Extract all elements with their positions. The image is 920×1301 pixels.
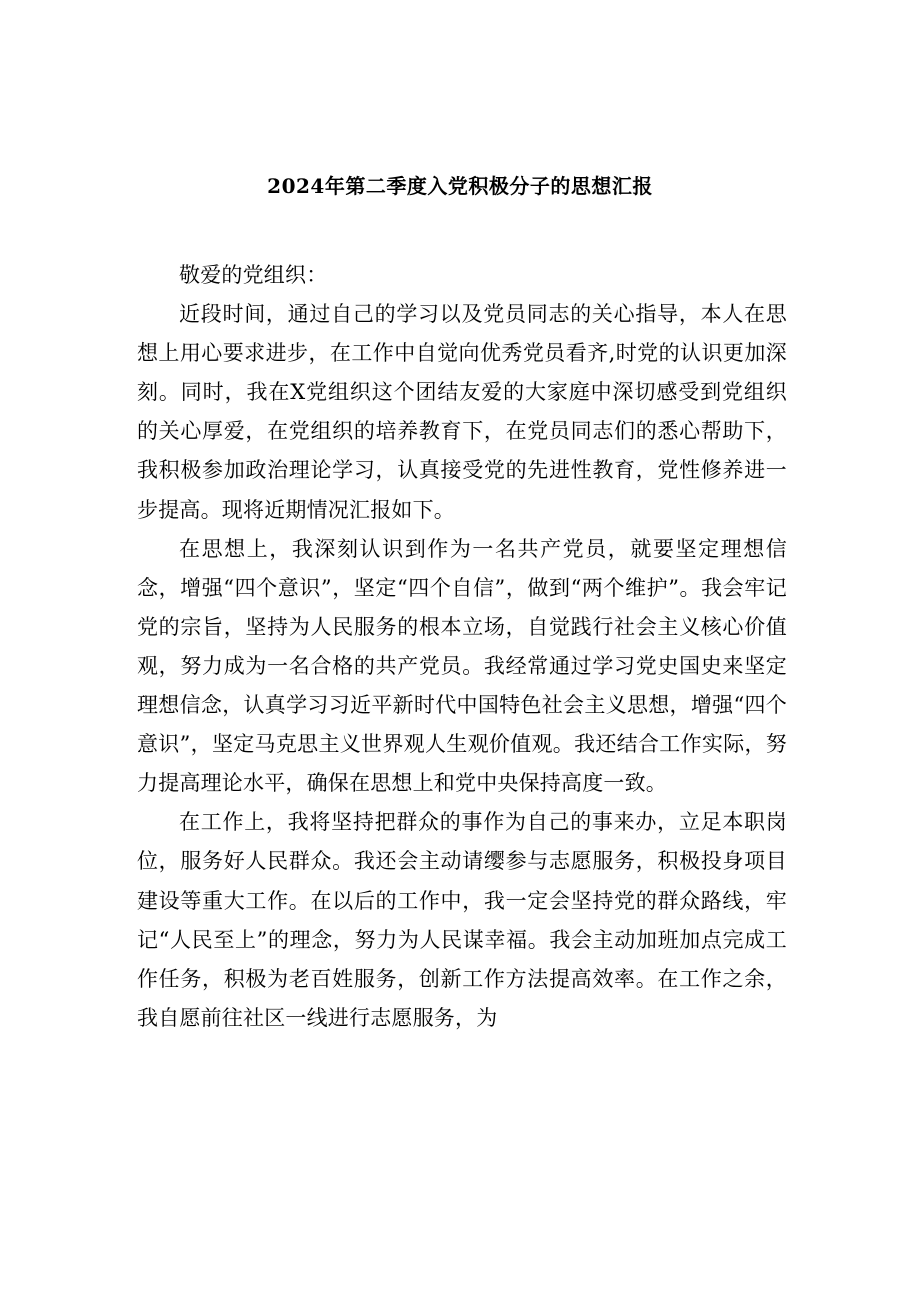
document-body <box>137 256 787 1038</box>
salutation: 敬爱的党组织： <box>179 263 328 287</box>
paragraph-work: 在工作上，我将坚持把群众的事作为自己的事来办，立足本职岗位，服务好人民群众。我还会主动请缨参与志愿服务，积极投身项目建设等重大工作。在以后的工作中，我一定会坚持党的群众路线，牢记“人民至上”的理念，努力为人民谋幸福。我会主动加班加点完成工作任务，积极为老百姓服务，创新工作方法提高效率。在工作之余，我自愿前往社区一线进行志愿服务，为 <box>137 810 787 1030</box>
paragraph-intro: 近段时间，通过自己的学习以及党员同志的关心指导，本人在思想上用心要求进步，在工作中自觉向优秀党员看齐,时党的认识更加深刻。同时，我在X党组织这个团结友爱的大家庭中深切感受到党组织的关心厚爱，在党组织的培养教育下，在党员同志们的悉心帮助下，我积极参加政治理论学习，认真接受党的先进性教育，党性修养进一步提高。现将近期情况汇报如下。 <box>137 302 787 522</box>
document-title: 2024年第二季度入党积极分子的思想汇报 <box>267 174 653 198</box>
paragraph-ideology: 在思想上，我深刻认识到作为一名共产党员，就要坚定理想信念，增强“四个意识”，坚定“四个自信”，做到“两个维护”。我会牢记党的宗旨，坚持为人民服务的根本立场，自觉践行社会主义核心价值观，努力成为一名合格的共产党员。我经常通过学习党史国史来坚定理想信念，认真学习习近平新时代中国特色社会主义思想，增强“四个意识”，坚定马克思主义世界观人生观价值观。我还结合工作实际，努力提高理论水平，确保在思想上和党中央保持高度一致。 <box>137 536 787 796</box>
